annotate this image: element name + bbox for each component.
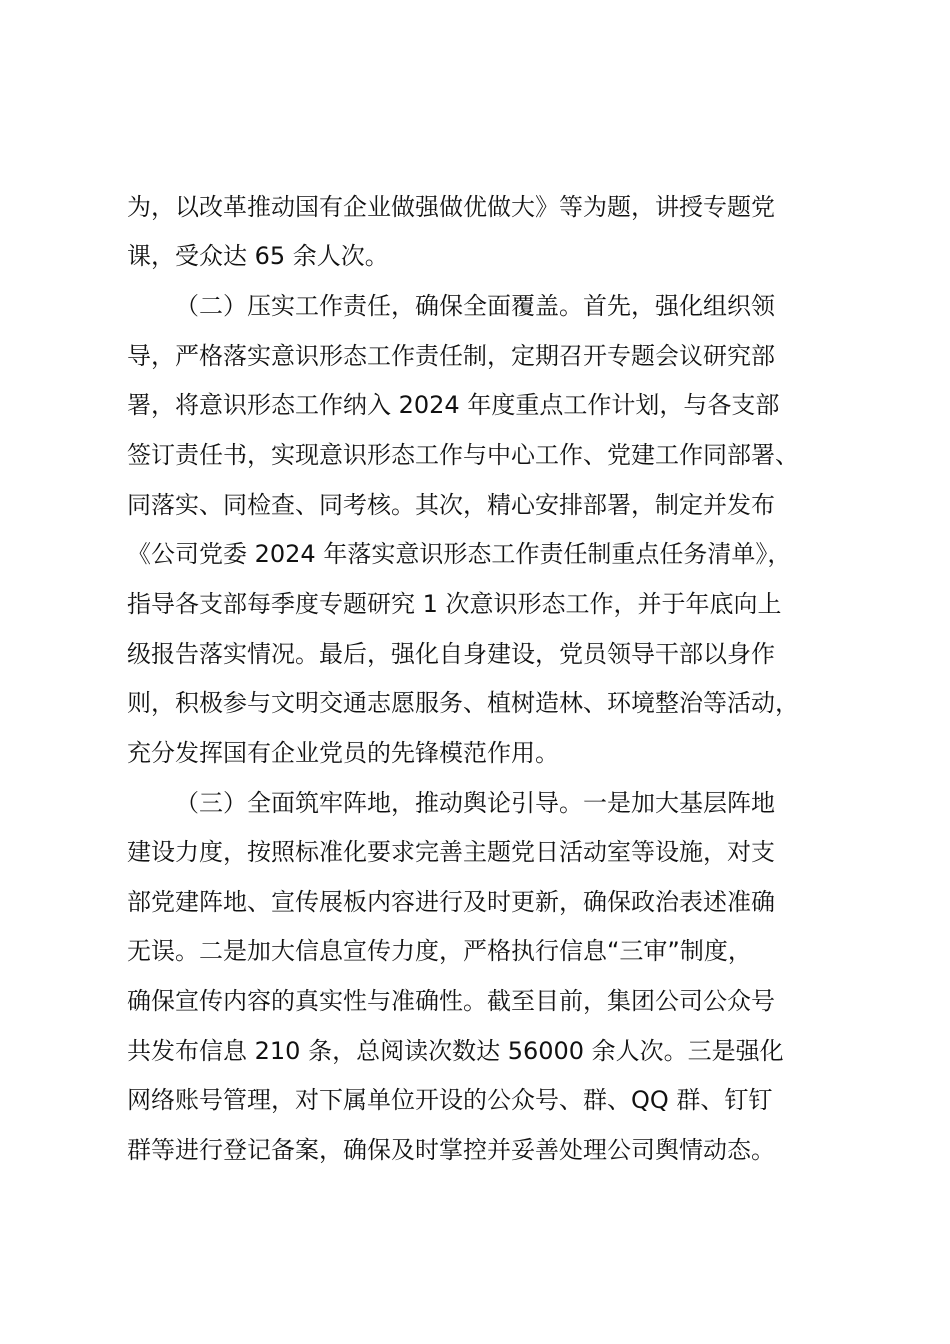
paragraph-2-line-8: 级报告落实情况。最后，强化自身建设，党员领导干部以身作 (127, 640, 775, 668)
paragraph-3-line-1: （三）全面筑牢阵地，推动舆论引导。一是加大基层阵地 (175, 789, 775, 817)
paragraph-2-line-9: 则，积极参与文明交通志愿服务、植树造林、环境整治等活动， (127, 689, 799, 717)
paragraph-3-line-6: 共发布信息 210 条，总阅读次数达 56000 余人次。三是强化 (127, 1037, 784, 1065)
paragraph-2-line-5: 同落实、同检查、同考核。其次，精心安排部署，制定并发布 (127, 491, 775, 519)
paragraph-2-line-4: 签订责任书，实现意识形态工作与中心工作、党建工作同部署、 (127, 441, 799, 469)
paragraph-1-line-1: 为，以改革推动国有企业做强做优做大》等为题，讲授专题党 (127, 193, 775, 221)
paragraph-2-line-7: 指导各支部每季度专题研究 1 次意识形态工作，并于年底向上 (127, 590, 782, 618)
paragraph-3-line-7: 网络账号管理，对下属单位开设的公众号、群、QQ 群、钉钉 (127, 1086, 773, 1114)
paragraph-1-line-2: 课，受众达 65 余人次。 (127, 242, 389, 270)
paragraph-2-line-3: 署，将意识形态工作纳入 2024 年度重点工作计划，与各支部 (127, 391, 780, 419)
paragraph-3-line-5: 确保宣传内容的真实性与准确性。截至目前，集团公司公众号 (127, 987, 775, 1015)
paragraph-2-line-10: 充分发挥国有企业党员的先锋模范作用。 (127, 739, 559, 767)
paragraph-3-line-3: 部党建阵地、宣传展板内容进行及时更新，确保政治表述准确 (127, 888, 775, 916)
paragraph-3-line-8: 群等进行登记备案，确保及时掌控并妥善处理公司舆情动态。 (127, 1136, 775, 1164)
paragraph-3-line-4: 无误。二是加大信息宣传力度，严格执行信息“三审”制度， (127, 937, 752, 965)
paragraph-2-line-2: 导，严格落实意识形态工作责任制，定期召开专题会议研究部 (127, 342, 775, 370)
paragraph-2-line-1: （二）压实工作责任，确保全面覆盖。首先，强化组织领 (175, 292, 775, 320)
paragraph-3-line-2: 建设力度，按照标准化要求完善主题党日活动室等设施，对支 (127, 838, 775, 866)
paragraph-2-line-6: 《公司党委 2024 年落实意识形态工作责任制重点任务清单》， (127, 540, 792, 568)
